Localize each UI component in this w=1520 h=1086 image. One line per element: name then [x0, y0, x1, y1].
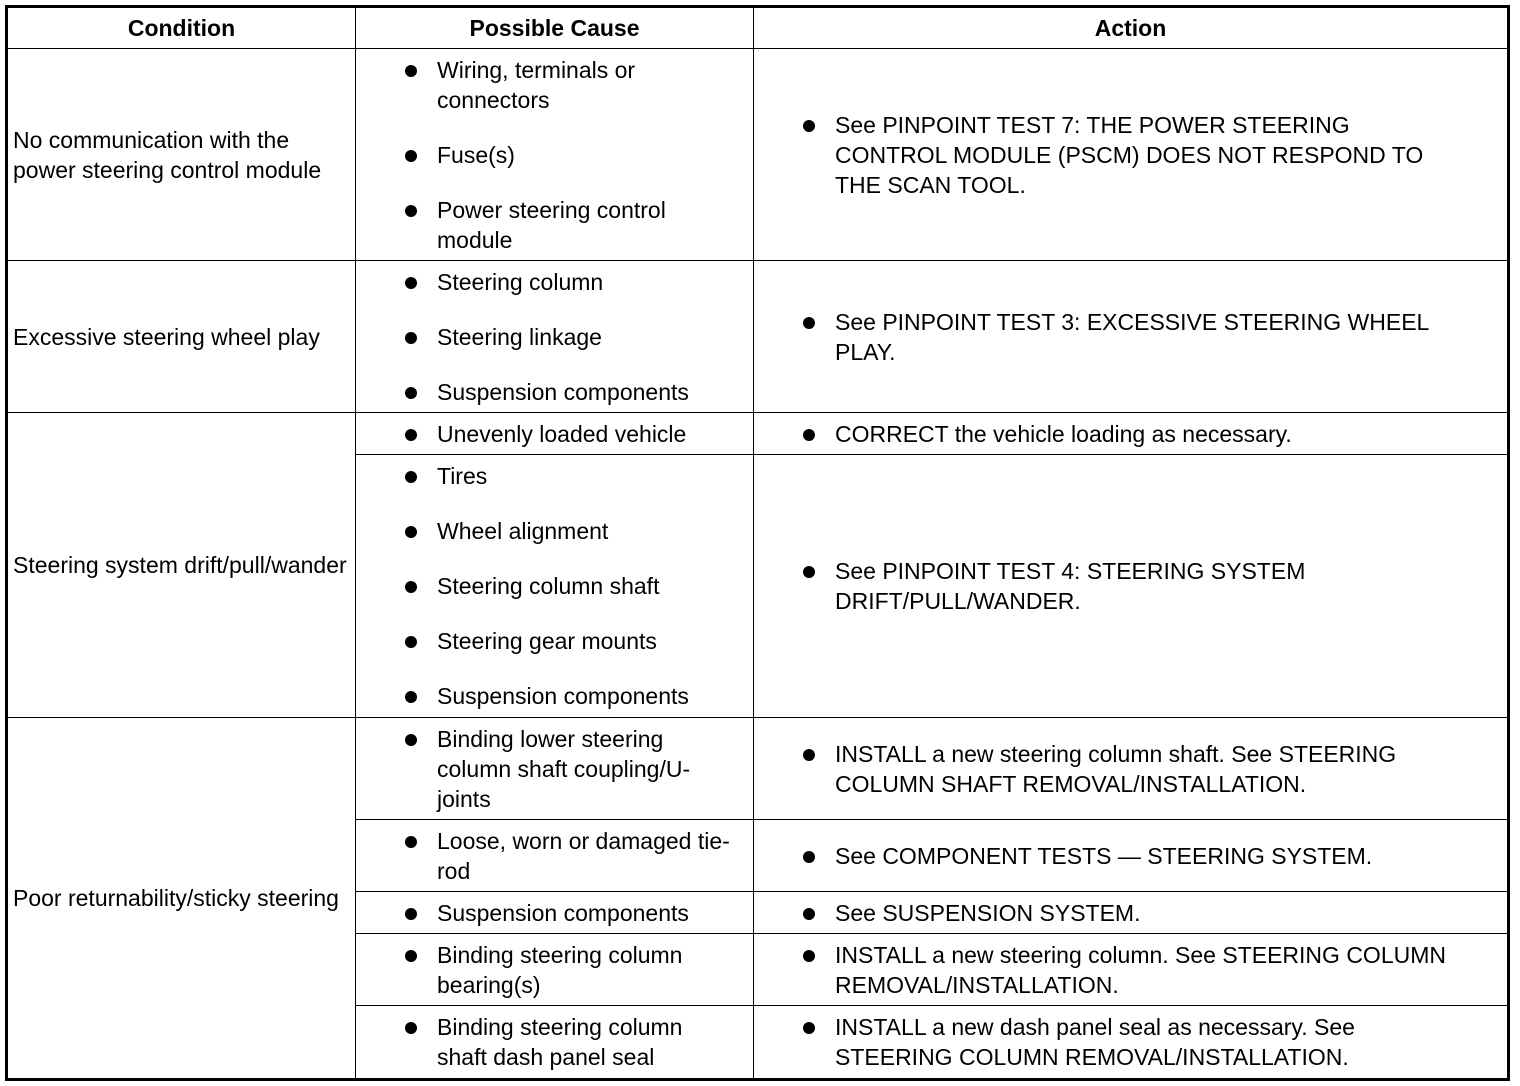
bullet-icon	[405, 636, 417, 648]
action-item	[835, 307, 1467, 367]
action-text: INSTALL a new steering column. See STEERING COLUMN REMOVAL/INSTALLATION.	[835, 941, 1446, 998]
possible-cause-cell	[356, 718, 754, 820]
cause-text: Steering column	[437, 268, 604, 295]
condition-cell: No communication with the power steering control module	[7, 49, 356, 261]
action-text: See PINPOINT TEST 3: EXCESSIVE STEERING WHEEL PLAY.	[835, 308, 1429, 365]
cause-item	[437, 516, 733, 546]
action-cell	[754, 820, 1509, 892]
action-cell	[754, 413, 1509, 455]
possible-cause-cell	[356, 261, 754, 413]
bullet-icon	[405, 387, 417, 399]
action-item	[835, 1012, 1467, 1072]
bullet-icon	[405, 205, 417, 217]
cause-text: Loose, worn or damaged tie-rod	[437, 827, 730, 884]
bullet-icon	[405, 1022, 417, 1034]
diagnosis-table	[5, 5, 1510, 1081]
cause-item	[437, 55, 733, 115]
action-cell	[754, 718, 1509, 820]
possible-cause-cell	[356, 455, 754, 718]
cause-text: Steering linkage	[437, 323, 602, 350]
cause-text: Wheel alignment	[437, 518, 609, 544]
possible-cause-cell	[356, 820, 754, 892]
action-text: CORRECT the vehicle loading as necessary.	[835, 420, 1292, 447]
action-list	[754, 1012, 1507, 1072]
bullet-icon	[405, 332, 417, 344]
action-item	[835, 556, 1467, 616]
action-cell	[754, 455, 1509, 718]
bullet-icon	[405, 908, 417, 920]
action-text: INSTALL a new steering column shaft. See STEERING COLUMN SHAFT REMOVAL/INSTALLATION.	[835, 740, 1397, 797]
possible-cause-cell	[356, 413, 754, 455]
cause-item	[437, 140, 733, 170]
header-action: Action	[754, 7, 1509, 49]
cause-list	[356, 1012, 753, 1072]
action-list	[754, 898, 1507, 928]
cause-text: Suspension components	[437, 378, 689, 405]
cause-text: Unevenly loaded vehicle	[437, 420, 687, 447]
cause-text: Binding lower steering column shaft coupling/U-joints	[437, 725, 691, 812]
action-item	[835, 898, 1467, 928]
cause-text: Binding steering column bearing(s)	[437, 941, 683, 998]
bullet-icon	[803, 317, 815, 329]
condition-cell: Poor returnability/sticky steering	[7, 718, 356, 1080]
cause-list	[356, 419, 753, 449]
table-row	[7, 718, 1509, 820]
bullet-icon	[803, 1022, 815, 1034]
possible-cause-cell	[356, 1006, 754, 1080]
cause-item	[437, 571, 733, 601]
cause-text: Binding steering column shaft dash panel seal	[437, 1014, 683, 1070]
cause-text: Suspension components	[437, 899, 689, 926]
cause-item	[437, 626, 733, 656]
action-text: See SUSPENSION SYSTEM.	[835, 899, 1141, 926]
bullet-icon	[405, 471, 417, 483]
action-item	[835, 841, 1467, 871]
cause-list	[356, 826, 753, 886]
bullet-icon	[405, 691, 417, 703]
action-item	[835, 419, 1467, 449]
action-cell	[754, 261, 1509, 413]
action-cell	[754, 892, 1509, 934]
cause-item	[437, 195, 733, 255]
bullet-icon	[803, 851, 815, 863]
action-text: INSTALL a new dash panel seal as necessary. See STEERING COLUMN REMOVAL/INSTALLATION.	[835, 1014, 1355, 1070]
cause-item	[437, 377, 733, 407]
cause-item	[437, 898, 733, 928]
cause-item	[437, 940, 733, 1000]
bullet-icon	[405, 734, 417, 746]
action-text: See PINPOINT TEST 4: STEERING SYSTEM DRIFT/PULL/WANDER.	[835, 558, 1306, 614]
cause-list	[356, 724, 753, 814]
bullet-icon	[405, 150, 417, 162]
bullet-icon	[405, 581, 417, 593]
bullet-icon	[405, 429, 417, 441]
condition-cell: Steering system drift/pull/wander	[7, 413, 356, 718]
bullet-icon	[803, 749, 815, 761]
cause-text: Suspension components	[437, 683, 689, 709]
action-list	[754, 841, 1507, 871]
possible-cause-cell	[356, 892, 754, 934]
action-list	[754, 307, 1507, 367]
action-list	[754, 419, 1507, 449]
header-possible-cause: Possible Cause	[356, 7, 754, 49]
bullet-icon	[405, 65, 417, 77]
cause-item	[437, 724, 733, 814]
table-body	[7, 49, 1509, 1080]
cause-text: Power steering control module	[437, 196, 666, 253]
cause-list	[356, 940, 753, 1000]
action-list	[754, 739, 1507, 799]
bullet-icon	[803, 120, 815, 132]
action-text: See PINPOINT TEST 7: THE POWER STEERING CONTROL MODULE (PSCM) DOES NOT RESPOND TO THE SCAN TOOL.	[835, 111, 1424, 198]
possible-cause-cell	[356, 49, 754, 261]
table-row	[7, 413, 1509, 455]
cause-list	[356, 55, 753, 255]
cause-item	[437, 322, 733, 352]
cause-item	[437, 681, 733, 711]
possible-cause-cell	[356, 934, 754, 1006]
cause-text: Wiring, terminals or connectors	[437, 56, 636, 113]
action-cell	[754, 49, 1509, 261]
cause-item	[437, 419, 733, 449]
action-item	[835, 940, 1467, 1000]
bullet-icon	[405, 950, 417, 962]
cause-list	[356, 461, 753, 711]
table-row	[7, 49, 1509, 261]
cause-list	[356, 267, 753, 407]
action-item	[835, 110, 1467, 200]
table-row	[7, 261, 1509, 413]
bullet-icon	[803, 950, 815, 962]
action-list	[754, 110, 1507, 200]
cause-item	[437, 461, 733, 491]
action-cell	[754, 1006, 1509, 1080]
header-row	[7, 7, 1509, 49]
action-cell	[754, 934, 1509, 1006]
condition-cell: Excessive steering wheel play	[7, 261, 356, 413]
bullet-icon	[803, 566, 815, 578]
bullet-icon	[803, 908, 815, 920]
cause-item	[437, 826, 733, 886]
cause-item	[437, 267, 733, 297]
action-item	[835, 739, 1467, 799]
bullet-icon	[405, 277, 417, 289]
bullet-icon	[405, 836, 417, 848]
cause-text: Tires	[437, 463, 488, 489]
cause-text: Steering gear mounts	[437, 628, 657, 654]
cause-item	[437, 1012, 733, 1072]
cause-text: Steering column shaft	[437, 573, 660, 599]
action-text: See COMPONENT TESTS — STEERING SYSTEM.	[835, 842, 1373, 869]
header-condition: Condition	[7, 7, 356, 49]
cause-list	[356, 898, 753, 928]
bullet-icon	[803, 429, 815, 441]
bullet-icon	[405, 526, 417, 538]
cause-text: Fuse(s)	[437, 141, 515, 168]
action-list	[754, 940, 1507, 1000]
action-list	[754, 556, 1507, 616]
